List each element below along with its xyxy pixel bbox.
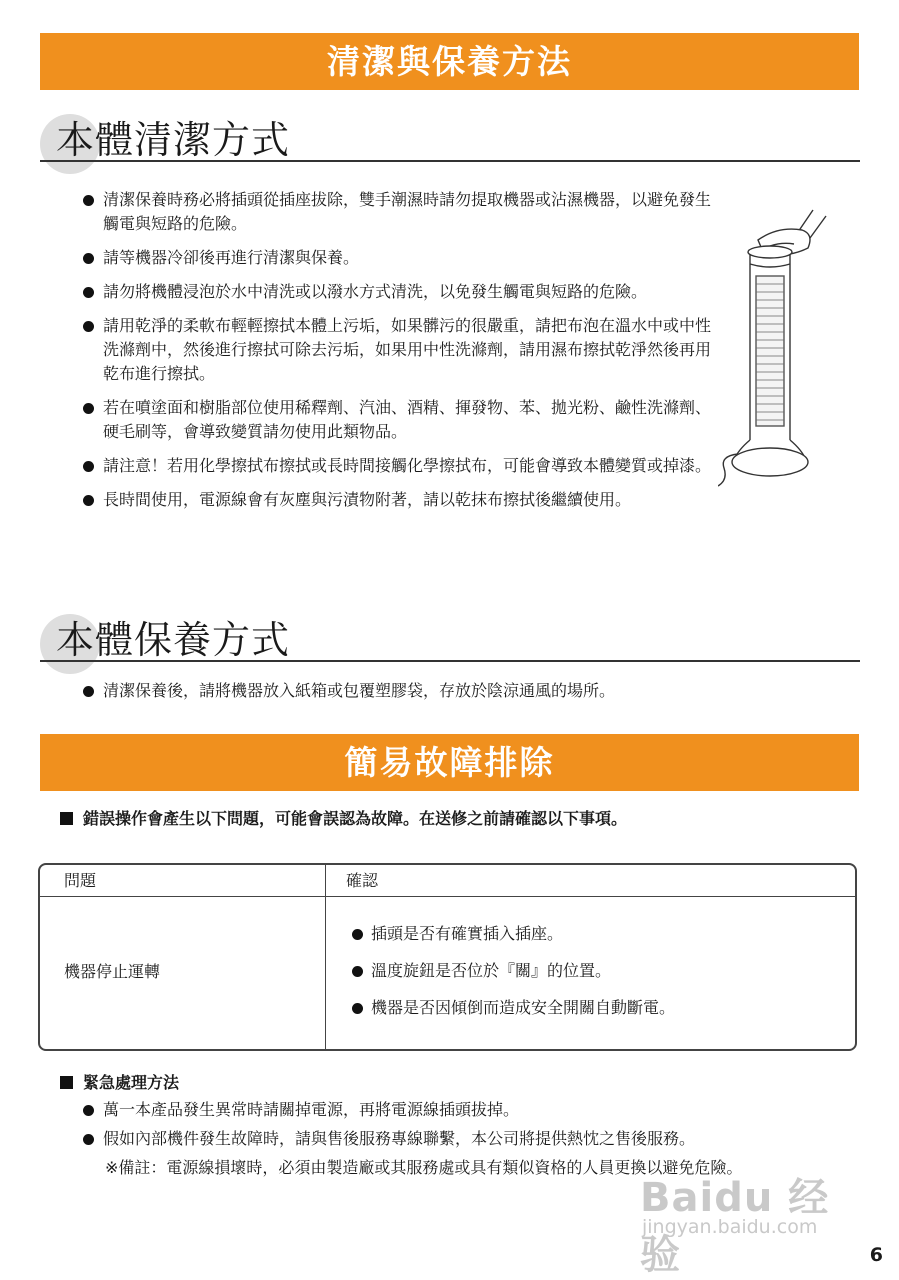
maintenance-instructions-list (82, 679, 842, 713)
page-number: 6 (869, 1244, 883, 1266)
section-banner-troubleshooting: 簡易故障排除 (40, 734, 859, 791)
table-header-divider (40, 896, 855, 897)
intro-text: 錯誤操作會產生以下問題，可能會誤認為故障。在送修之前請確認以下事項。 (83, 809, 628, 828)
section-title: 本體清潔方式 (56, 118, 291, 162)
list-item: 請勿將機體浸泡於水中清洗或以潑水方式清洗，以免發生觸電與短路的危險。 (82, 280, 712, 304)
square-bullet-icon (60, 1076, 73, 1089)
list-item: 請用乾淨的柔軟布輕輕擦拭本體上污垢，如果髒污的很嚴重，請把布泡在溫水中或中性洗滌劑中，然後進行擦拭可除去污垢，如果用中性洗滌劑，請用濕布擦拭乾淨然後再用乾布進行擦拭。 (82, 314, 712, 386)
section-heading-body-cleaning (40, 114, 860, 174)
remark-note: ※備註：電源線損壞時，必須由製造廠或其服務處或具有類似資格的人員更換以避免危險。 (105, 1158, 743, 1177)
list-item: 清潔保養後，請將機器放入紙箱或包覆塑膠袋，存放於陰涼通風的場所。 (82, 679, 842, 703)
list-item: 溫度旋鈕是否位於『關』的位置。 (352, 960, 675, 982)
square-bullet-icon (60, 812, 73, 825)
list-item: 若在噴塗面和樹脂部位使用稀釋劑、汽油、酒精、揮發物、苯、拋光粉、鹼性洗滌劑、硬毛刷等，會導致變質請勿使用此類物品。 (82, 396, 712, 444)
list-item: 機器是否因傾倒而造成安全開關自動斷電。 (352, 997, 675, 1019)
troubleshooting-table (38, 863, 857, 1051)
troubleshooting-intro (60, 808, 627, 830)
list-item: 請等機器冷卻後再進行清潔與保養。 (82, 246, 712, 270)
heading-rule (40, 660, 860, 662)
section-heading-body-maintenance (40, 614, 860, 674)
problem-cell: 機器停止運轉 (64, 962, 161, 981)
section-title: 本體保養方式 (56, 618, 291, 662)
list-item: 請注意！若用化學擦拭布擦拭或長時間接觸化學擦拭布，可能會導致本體變質或掉漆。 (82, 454, 712, 478)
baidu-watermark (640, 1166, 850, 1278)
list-item: 清潔保養時務必將插頭從插座拔除，雙手潮濕時請勿提取機器或沾濕機器，以避免發生觸電與短路的危險。 (82, 188, 712, 236)
section-banner-cleaning: 清潔與保養方法 (40, 33, 859, 90)
cleaning-instructions-list (82, 188, 712, 522)
watermark-logo-text: Baidu 经验 (640, 1175, 830, 1278)
heater-wiping-illustration (718, 204, 838, 494)
list-item: 插頭是否有確實插入插座。 (352, 923, 675, 945)
list-item: 長時間使用，電源線會有灰塵與污漬物附著，請以乾抹布擦拭後繼續使用。 (82, 488, 712, 512)
list-item: 假如內部機件發生故障時，請與售後服務專線聯繫，本公司將提供熱忱之售後服務。 (82, 1127, 842, 1151)
watermark-url: jingyan.baidu.com (642, 1216, 818, 1238)
column-header-check: 確認 (346, 871, 379, 890)
list-item: 萬一本產品發生異常時請關掉電源，再將電源線插頭拔掉。 (82, 1098, 842, 1122)
table-column-divider (325, 865, 326, 1049)
check-list (352, 923, 675, 1034)
heading-rule (40, 160, 860, 162)
emergency-title: 緊急處理方法 (83, 1073, 180, 1092)
emergency-heading (60, 1072, 179, 1094)
emergency-list (82, 1098, 842, 1161)
column-header-problem: 問題 (64, 871, 97, 890)
